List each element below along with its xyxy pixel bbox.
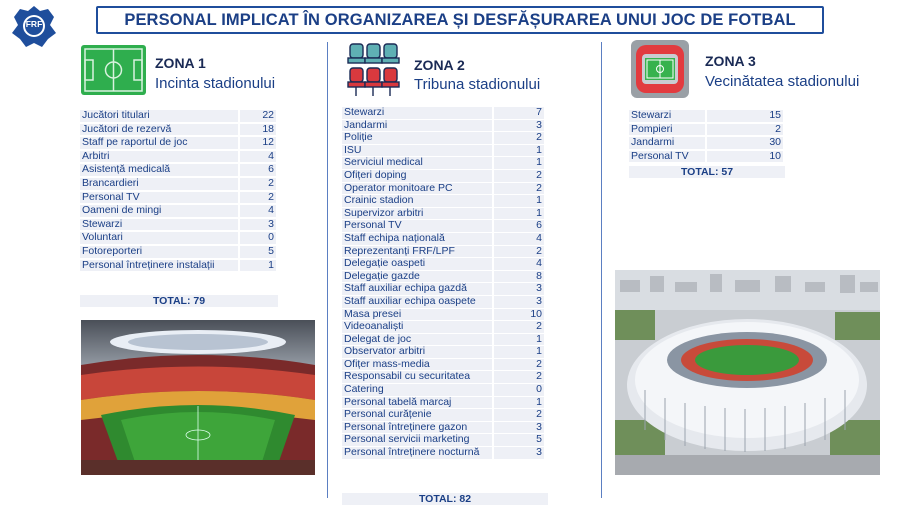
zone3-title: ZONA 3 — [705, 53, 756, 69]
row-value: 1 — [492, 334, 544, 346]
zone3-subtitle: Vecinătatea stadionului — [705, 73, 860, 90]
row-label: Oameni de mingi — [80, 205, 238, 217]
zone3-row — [629, 151, 783, 163]
row-label: Stewarzi — [80, 219, 238, 231]
row-label: Personal TV — [80, 192, 238, 204]
row-label: Personal TV — [342, 220, 492, 232]
row-label: Personal servicii marketing — [342, 434, 492, 446]
stadium-topview-icon — [631, 40, 689, 98]
row-value: 4 — [492, 233, 544, 245]
zone2-row — [342, 132, 544, 144]
row-label: Staff auxiliar echipa gazdă — [342, 283, 492, 295]
row-value: 5 — [492, 434, 544, 446]
row-label: Crainic stadion — [342, 195, 492, 207]
zone2-row — [342, 233, 544, 245]
row-value: 4 — [492, 258, 544, 270]
zone1-row — [80, 205, 276, 217]
row-label: Jucători titulari — [80, 110, 238, 122]
row-value: 1 — [492, 157, 544, 169]
row-value: 2 — [492, 409, 544, 421]
zone1-row — [80, 192, 276, 204]
row-value: 3 — [492, 283, 544, 295]
zone1-row — [80, 232, 276, 244]
row-label: Asistență medicală — [80, 164, 238, 176]
row-label: Personal TV — [629, 151, 705, 163]
row-value: 1 — [492, 346, 544, 358]
zone2-row — [342, 157, 544, 169]
zone2-row — [342, 195, 544, 207]
row-value: 3 — [492, 296, 544, 308]
zone2-row — [342, 321, 544, 333]
row-value: 15 — [705, 110, 783, 122]
row-value: 22 — [238, 110, 276, 122]
zone2-row — [342, 359, 544, 371]
row-label: Personal întreținere gazon — [342, 422, 492, 434]
zone2-row — [342, 296, 544, 308]
zone2-row — [342, 183, 544, 195]
row-value: 2 — [238, 178, 276, 190]
zone3-table — [629, 108, 783, 164]
zone2-table — [342, 106, 544, 460]
row-value: 3 — [492, 447, 544, 459]
frf-logo-icon[interactable] — [10, 5, 58, 49]
row-value: 2 — [492, 321, 544, 333]
row-value: 1 — [238, 260, 276, 272]
row-label: Brancardieri — [80, 178, 238, 190]
zone2-row — [342, 271, 544, 283]
zone-divider-1 — [327, 42, 328, 498]
row-value: 8 — [492, 271, 544, 283]
row-label: Stewarzi — [342, 107, 492, 119]
zone2-row — [342, 334, 544, 346]
zone2-row — [342, 371, 544, 383]
zone1-row — [80, 164, 276, 176]
zone1-row — [80, 260, 276, 272]
row-label: Delegație oaspeti — [342, 258, 492, 270]
stadium-aerial-photo — [615, 270, 880, 475]
row-value: 6 — [238, 164, 276, 176]
zone2-row — [342, 397, 544, 409]
zone2-row — [342, 170, 544, 182]
row-label: Staff echipa națională — [342, 233, 492, 245]
zone2-row — [342, 434, 544, 446]
row-label: Personal întreținere nocturnă — [342, 447, 492, 459]
row-value: 7 — [492, 107, 544, 119]
row-value: 10 — [492, 309, 544, 321]
row-value: 2 — [238, 192, 276, 204]
zone1-total: TOTAL: 79 — [80, 295, 278, 307]
stadium-interior-photo — [81, 320, 315, 475]
row-label: Ofițeri doping — [342, 170, 492, 182]
row-value: 3 — [238, 219, 276, 231]
zone2-title: ZONA 2 — [414, 57, 465, 73]
zone1-subtitle: Incinta stadionului — [155, 75, 276, 92]
zone2-row — [342, 283, 544, 295]
zone2-subtitle: Tribuna stadionului — [414, 76, 541, 93]
row-label: Catering — [342, 384, 492, 396]
row-value: 18 — [238, 124, 276, 136]
row-value: 1 — [492, 208, 544, 220]
zone2-row — [342, 258, 544, 270]
football-pitch-icon — [81, 45, 146, 95]
row-label: Reprezentanți FRF/LPF — [342, 246, 492, 258]
zone1-row — [80, 110, 276, 122]
zone2-total: TOTAL: 82 — [342, 493, 548, 505]
zone2-row — [342, 346, 544, 358]
row-label: Masa presei — [342, 309, 492, 321]
zone2-row — [342, 309, 544, 321]
row-value: 3 — [492, 120, 544, 132]
zone1-row — [80, 151, 276, 163]
row-label: Poliție — [342, 132, 492, 144]
row-label: Arbitri — [80, 151, 238, 163]
row-value: 10 — [705, 151, 783, 163]
row-value: 4 — [238, 151, 276, 163]
row-value: 2 — [705, 124, 783, 136]
row-label: Responsabil cu securitatea — [342, 371, 492, 383]
page-title: PERSONAL IMPLICAT ÎN ORGANIZAREA ȘI DESFĂȘURAREA UNUI JOC DE FOTBAL — [96, 6, 824, 34]
row-label: Ofițer mass-media — [342, 359, 492, 371]
frf-logo-text: FRF — [25, 19, 43, 29]
row-value: 3 — [492, 422, 544, 434]
zone2-row — [342, 246, 544, 258]
row-value: 6 — [492, 220, 544, 232]
row-value: 0 — [238, 232, 276, 244]
row-label: Jandarmi — [342, 120, 492, 132]
row-label: Jucători de rezervă — [80, 124, 238, 136]
row-value: 2 — [492, 246, 544, 258]
row-label: ISU — [342, 145, 492, 157]
zone2-row — [342, 384, 544, 396]
row-label: Staff auxiliar echipa oaspete — [342, 296, 492, 308]
zone1-title: ZONA 1 — [155, 55, 206, 71]
row-label: Delegație gazde — [342, 271, 492, 283]
zone1-row — [80, 137, 276, 149]
row-label: Fotoreporteri — [80, 246, 238, 258]
row-value: 1 — [492, 195, 544, 207]
zone3-total: TOTAL: 57 — [629, 166, 785, 178]
zone1-row — [80, 124, 276, 136]
zone3-row — [629, 110, 783, 122]
row-label: Videoanaliști — [342, 321, 492, 333]
row-label: Personal curățenie — [342, 409, 492, 421]
row-label: Voluntari — [80, 232, 238, 244]
row-value: 2 — [492, 359, 544, 371]
zone1-table — [80, 108, 276, 273]
zone2-row — [342, 208, 544, 220]
zone1-row — [80, 178, 276, 190]
row-label: Supervizor arbitri — [342, 208, 492, 220]
row-value: 0 — [492, 384, 544, 396]
zone2-row — [342, 409, 544, 421]
row-label: Serviciul medical — [342, 157, 492, 169]
row-label: Delegat de joc — [342, 334, 492, 346]
zone1-row — [80, 219, 276, 231]
row-value: 2 — [492, 132, 544, 144]
zone2-row — [342, 145, 544, 157]
row-label: Observator arbitri — [342, 346, 492, 358]
row-value: 2 — [492, 371, 544, 383]
row-label: Jandarmi — [629, 137, 705, 149]
zone1-row — [80, 246, 276, 258]
row-label: Personal tabelă marcaj — [342, 397, 492, 409]
zone2-row — [342, 447, 544, 459]
zone-divider-2 — [601, 42, 602, 498]
row-value: 30 — [705, 137, 783, 149]
row-value: 4 — [238, 205, 276, 217]
zone2-row — [342, 107, 544, 119]
row-value: 1 — [492, 397, 544, 409]
row-label: Operator monitoare PC — [342, 183, 492, 195]
zone2-row — [342, 120, 544, 132]
row-value: 2 — [492, 183, 544, 195]
row-value: 2 — [492, 170, 544, 182]
zone2-row — [342, 422, 544, 434]
zone3-row — [629, 124, 783, 136]
stadium-seats-icon — [346, 40, 401, 98]
row-label: Stewarzi — [629, 110, 705, 122]
row-value: 12 — [238, 137, 276, 149]
row-label: Personal întreținere instalații — [80, 260, 238, 272]
row-label: Pompieri — [629, 124, 705, 136]
zone2-row — [342, 220, 544, 232]
row-value: 5 — [238, 246, 276, 258]
row-value: 1 — [492, 145, 544, 157]
row-label: Staff pe raportul de joc — [80, 137, 238, 149]
zone3-row — [629, 137, 783, 149]
